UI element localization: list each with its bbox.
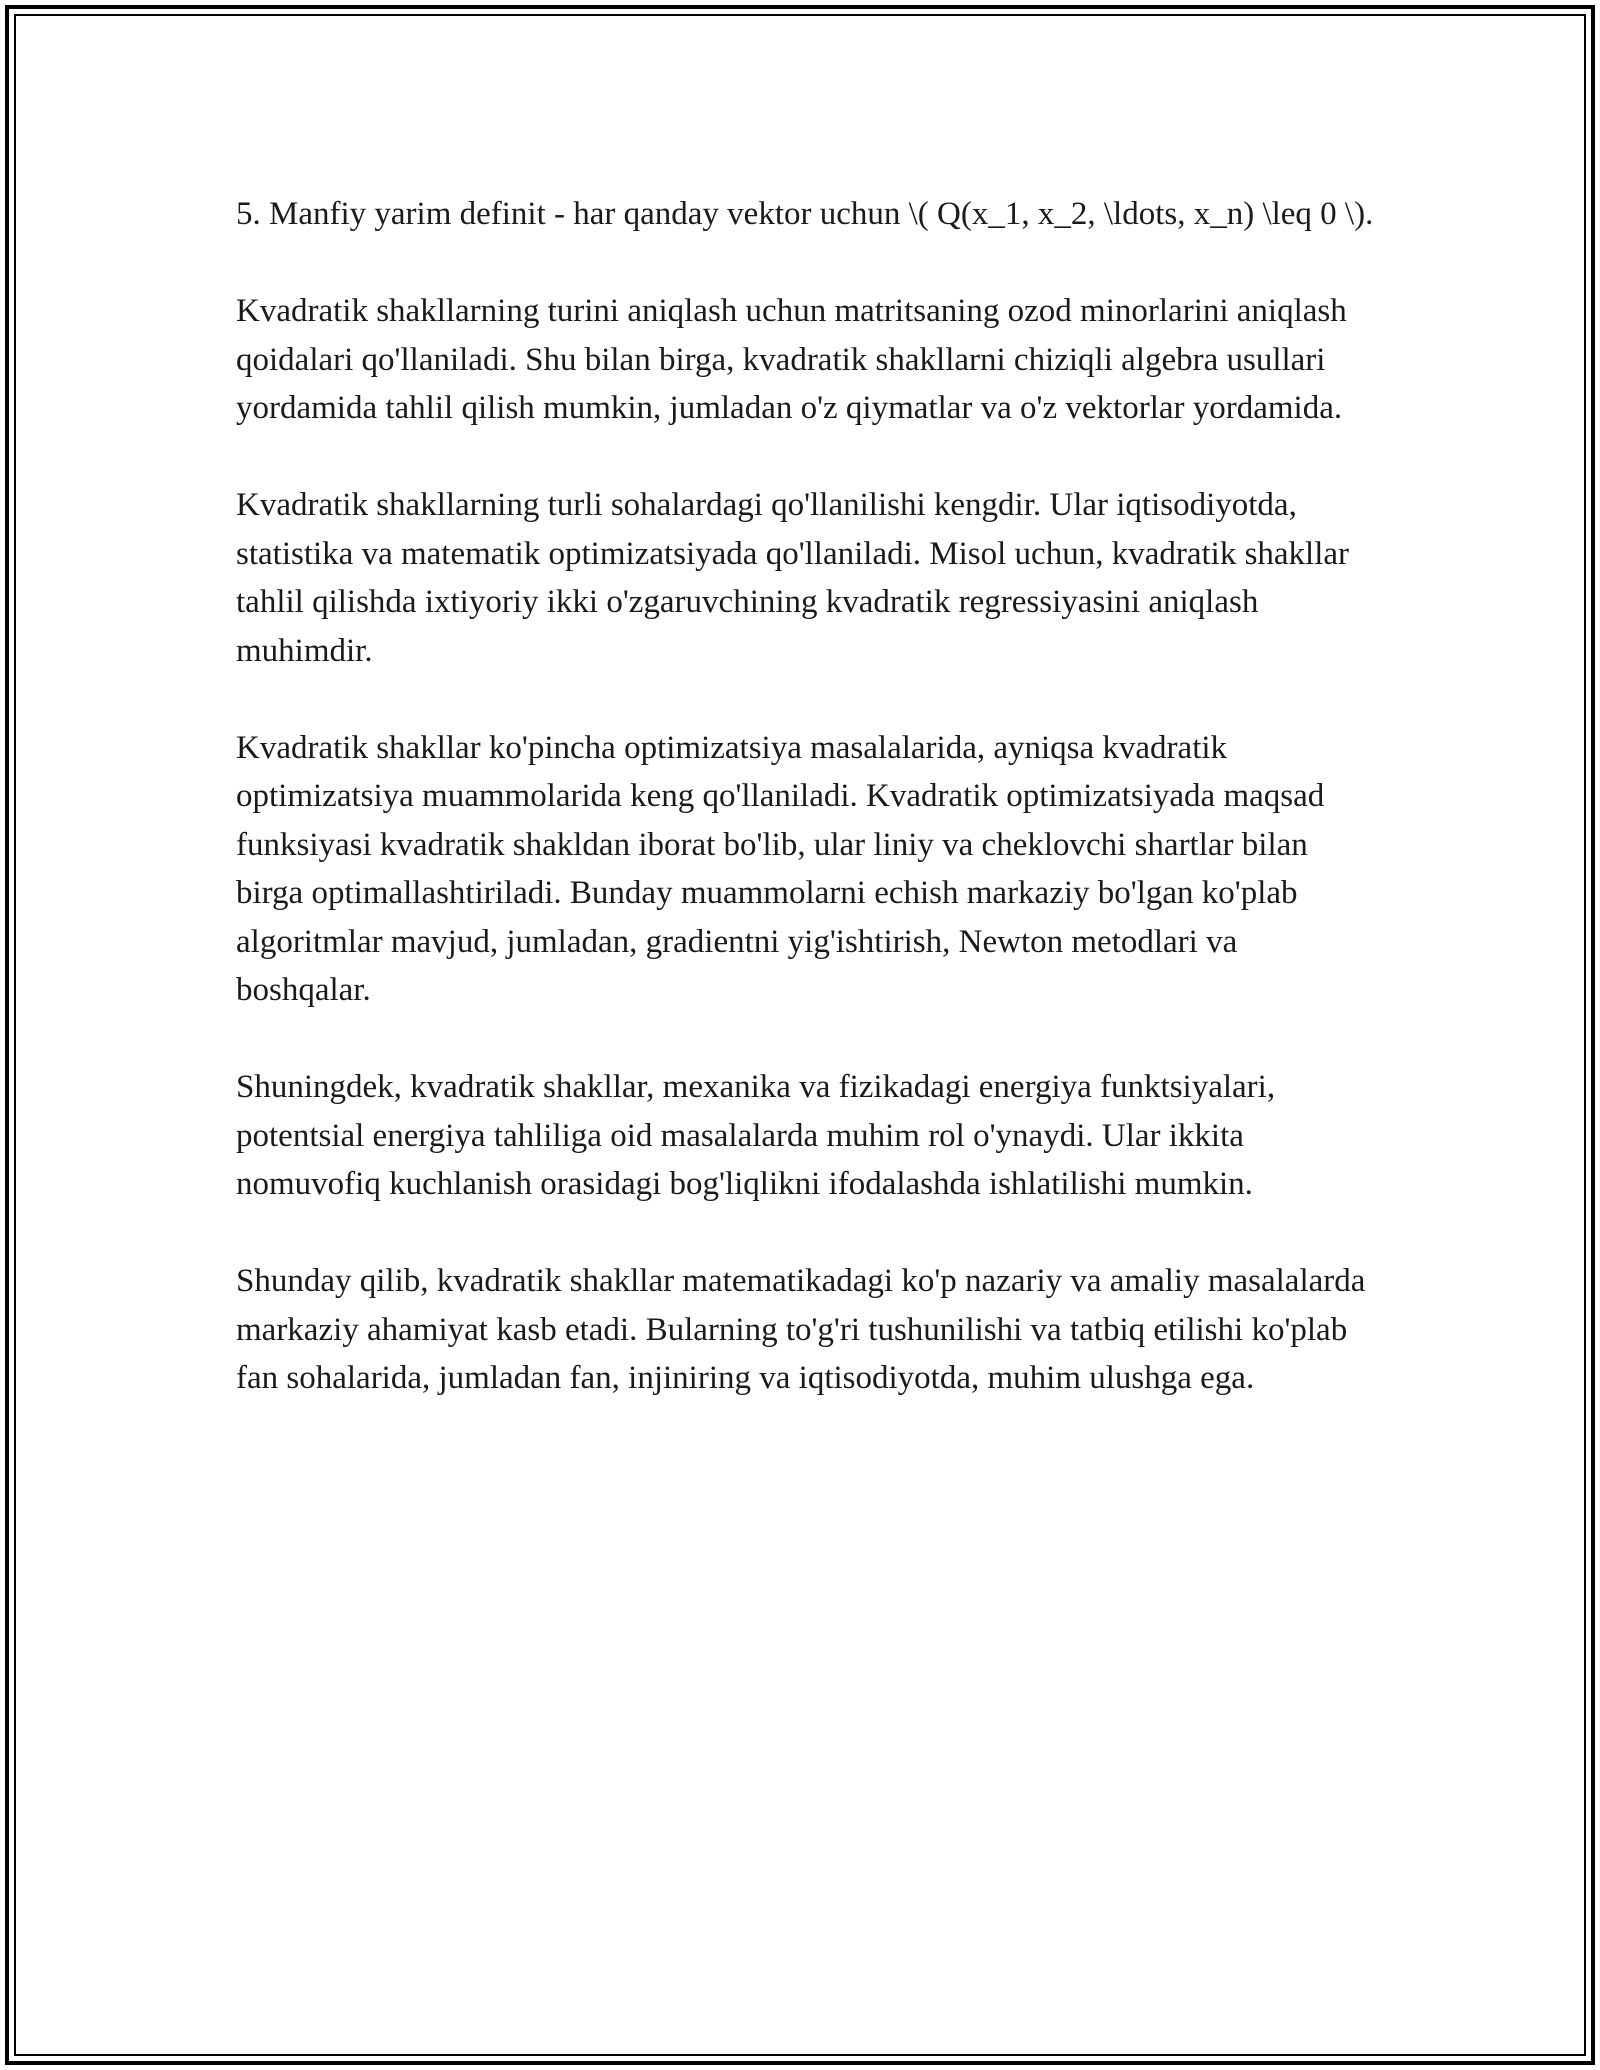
paragraph-optimization: Kvadratik shakllar ko'pincha optimizatsiya masalalarida, ayniqsa kvadratik optimizatsiya muammolarida keng qo'llaniladi. Kvadratik optimizatsiyada maqsad funksiyasi kvadratik shakldan iborat bo'lib, ular liniy va cheklovchi shartlar bilan birga optimallashtiriladi. Bunday muammolarni echish markaziy bo'lgan ko'plab algoritmlar mavjud, jumladan, gradientni yig'ishtirish, Newton metodlari va boshqalar. bbox=[236, 729, 1325, 1008]
paragraph-mechanics-physics: Shuningdek, kvadratik shakllar, mexanika va fizikadagi energiya funktsiyalari, potentsial energiya tahliliga oid masalalarda muhim rol o'ynaydi. Ular ikkita nomuvofiq kuchlanish orasidagi bog'liqlikni ifodalashda ishlatilishi mumkin. bbox=[236, 1069, 1276, 1202]
paragraph-applications: Kvadratik shakllarning turli sohalardagi qo'llanilishi kengdir. Ular iqtisodiyotda, statistika va matematik optimizatsiyada qo'llaniladi. Misol uchun, kvadratik shakllar tahlil qilishda ixtiyoriy ikki o'zgaruvchining kvadratik regressiyasini aniqlash muhimdir. bbox=[236, 487, 1350, 669]
paragraph-conclusion: Shunday qilib, kvadratik shakllar matematikadagi ko'p nazariy va amaliy masalalarda markaziy ahamiyat kasb etadi. Bularning to'g'ri tushunilishi va tatbiq etilishi ko'plab fan sohalarida, jumladan fan, injiniring va iqtisodiyotda, muhim ulushga ega. bbox=[236, 1263, 1366, 1396]
paragraph-negative-semidefinite: 5. Manfiy yarim definit - har qanday vektor uchun \( Q(x_1, x_2, \ldots, x_n) \leq 0 \). bbox=[236, 196, 1374, 232]
paragraph-type-determination: Kvadratik shakllarning turini aniqlash uchun matritsaning ozod minorlarini aniqlash qoidalari qo'llaniladi. Shu bilan birga, kvadratik shakllarni chiziqli algebra usullari yordamida tahlil qilish mumkin, jumladan o'z qiymatlar va o'z vektorlar yordamida. bbox=[236, 293, 1347, 426]
document-body bbox=[236, 190, 1376, 1451]
